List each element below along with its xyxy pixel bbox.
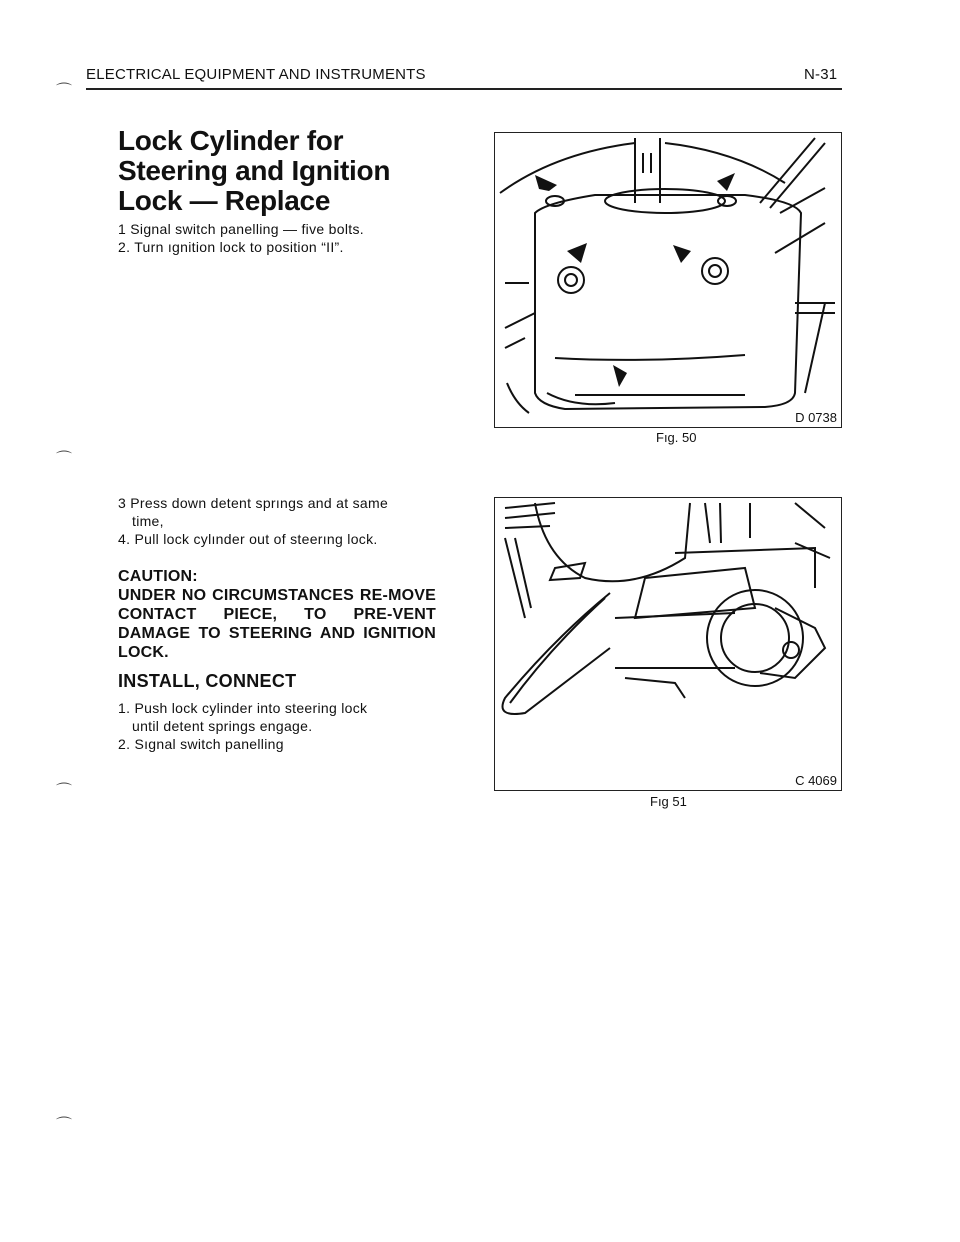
install-heading: INSTALL, CONNECT bbox=[118, 671, 297, 691]
figure-51-caption: Fıg 51 bbox=[650, 794, 687, 809]
figure-50-caption: Fıg. 50 bbox=[656, 430, 697, 445]
margin-mark: ⌒ bbox=[56, 783, 73, 800]
install-step-2: 2. Sıgnal switch panelling bbox=[118, 736, 284, 752]
press-steps bbox=[118, 494, 448, 548]
caution-text: UNDER NO CIRCUMSTANCES RE-MOVE CONTACT PIECE, TO PRE-VENT DAMAGE TO STEERING AND IGNITION LOCK. bbox=[118, 587, 436, 661]
lock-cylinder-removal-drawing bbox=[495, 498, 841, 790]
figure-51-illustration bbox=[494, 497, 842, 791]
margin-mark: ⌒ bbox=[56, 83, 73, 100]
figure-50-code: D 0738 bbox=[795, 410, 837, 425]
caution-block bbox=[118, 567, 436, 662]
install-step-1-continued: until detent springs engage. bbox=[132, 718, 313, 734]
step-2: 2. Turn ıgnition lock to position “II”. bbox=[118, 239, 344, 255]
page-title: Lock Cylinder for Steering and Ignition Lock — Replace bbox=[118, 125, 391, 216]
step-4: 4. Pull lock cylınder out of steerıng lock. bbox=[118, 531, 378, 547]
figure-50-illustration bbox=[494, 132, 842, 428]
step-3: 3 Press down detent sprıngs and at same bbox=[118, 495, 389, 511]
caution-label: CAUTION: bbox=[118, 568, 198, 585]
install-step-1: 1. Push lock cylinder into steering lock bbox=[118, 700, 368, 716]
install-steps bbox=[118, 699, 448, 753]
margin-mark: ⌒ bbox=[56, 1117, 73, 1134]
removal-steps bbox=[118, 220, 438, 256]
margin-mark: ⌒ bbox=[56, 451, 73, 468]
figure-51-code: C 4069 bbox=[795, 773, 837, 788]
page-number: N-31 bbox=[804, 66, 838, 83]
step-1: 1 Signal switch panelling — five bolts. bbox=[118, 221, 364, 237]
step-3-continued: time, bbox=[132, 513, 164, 529]
steering-lock-housing-drawing bbox=[495, 133, 841, 427]
header-rule bbox=[86, 88, 842, 90]
running-header: ELECTRICAL EQUIPMENT AND INSTRUMENTS bbox=[86, 66, 426, 83]
